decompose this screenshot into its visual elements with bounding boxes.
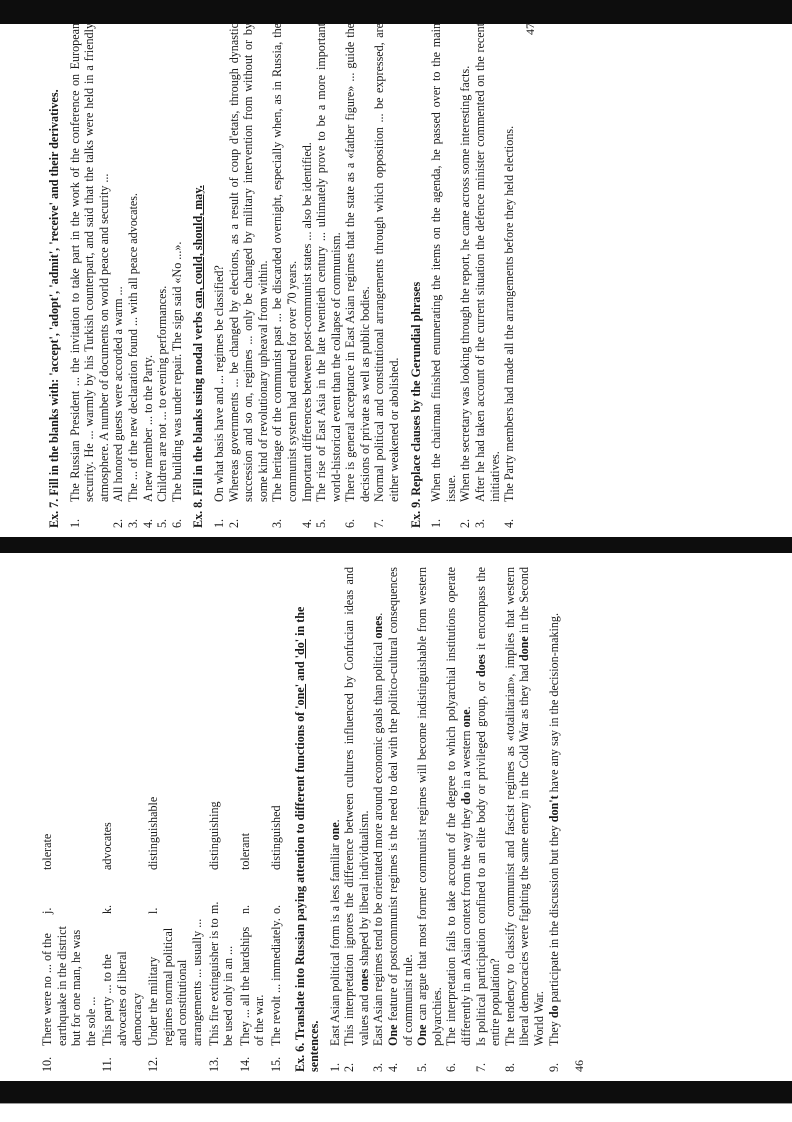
ex7-item: 5. Children are not ... to evening performances.: [155, 285, 170, 528]
ex6-item: 3. East Asian regimes tend to be orientated more around economic goals than political ones.: [371, 612, 386, 1072]
match-row: [146, 567, 204, 1072]
item-text: This fire extinguisher is to be used only in an ...: [206, 918, 236, 1046]
page-47: [40, 23, 765, 528]
option-letter: l.: [146, 907, 161, 914]
book-spine-shadow: [0, 537, 792, 553]
ex8-item: 2. Whereas governments ... be changed by elections, as a result of coup d'etats, through dynastic succession and so on, regimes ... only be changed by military intervention from without or by some kind of revolutionary upheaval from within.: [226, 23, 270, 528]
item-text: There were no ... of the earthquake in the district but for one man, he was the sole ...: [40, 926, 98, 1046]
ex6-item: 8. The tendency to classify communist and fascist regimes as «totalitarian», implies that western liberal democracies were fighting the same enemy in the Cold War as they had done in the Second World War.: [502, 566, 546, 1072]
ex8-item: 5. The rise of East Asia in the late twentieth century ... ultimately prove to be a more important world-historical event than the collapse of communism.: [314, 23, 343, 528]
ex8-item: 4. Important differences between post-communist states ... also be identified.: [299, 142, 314, 528]
ex8-item: 3. The heritage of the communist past ... be discarded overnight, especially when, as in Russia, the communist system had endured for over 70 years.: [270, 23, 299, 528]
exercise-9-heading: Ex. 9. Replace clauses by the Gerundial phrases: [408, 281, 423, 528]
item-text: The revolt ... immediately.: [268, 918, 283, 1046]
page-number: 46: [572, 1060, 587, 1072]
item-number: 13.: [206, 1056, 221, 1072]
ex8-item: 1. On what basis have and ... regimes be classified?: [211, 265, 226, 528]
option-word: distinguished: [268, 805, 283, 870]
ex9-item: 1. When the chairman finished enumerating the items on the agenda, he passed over to the main issue.: [429, 23, 458, 528]
exercise-8-heading: Ex. 8. Fill in the blanks using modal verbs can, could, should, may.: [191, 185, 206, 528]
ex6-item: 5. One can argue that most former communist regimes will become indistinguishable from western polyarchies.: [415, 567, 444, 1072]
option-word: distinguishing: [206, 801, 221, 870]
scan-edge-top: [0, 0, 792, 24]
ex7-item: 2. All honored guests were accorded a warm ...: [111, 286, 126, 528]
item-text: Under the military regimes normal political and constitutional arrangements ... usually ...: [146, 918, 204, 1046]
option-letter: k.: [100, 904, 115, 914]
ex9-item: 3. After he had taken account of the current situation the defence minister commented on the recent initiatives.: [473, 23, 502, 528]
item-text: They ... all the hardships of the war.: [237, 926, 267, 1046]
scan-margin-bottom: [0, 1103, 792, 1122]
item-number: 14.: [237, 1056, 252, 1072]
item-number: 12.: [146, 1056, 161, 1072]
ex7-item: 4. A new member ... to the Party.: [140, 355, 155, 528]
ex6-item: 1. East Asian political form is a less familiar one.: [327, 819, 342, 1072]
item-number: 15.: [268, 1056, 283, 1072]
scan-edge-bottom: [0, 1081, 792, 1103]
match-row: [100, 567, 144, 1072]
option-word: advocates: [100, 822, 115, 870]
ex7-item: 1. The Russian President ... the invitation to take part in the work of the conference on European security. He ... warmly by his Turkish counterpart, and said that the talks were held in a friendly atmosphere. A number of documents on world peace and security ...: [67, 23, 111, 528]
page-46: [40, 567, 760, 1072]
item-number: 10.: [40, 1056, 54, 1072]
option-word: distinguishable: [146, 796, 161, 870]
match-row: [238, 567, 267, 1072]
ex8-item: 7. Normal political and constitutional arrangements through which opposition ... be expressed, are either weakened or abolished.: [372, 23, 402, 528]
option-letter: o.: [268, 904, 283, 914]
option-letter: n.: [237, 904, 252, 914]
ex6-item: 7. Is political participation confined to an elite body or privileged group, or does it encompass the entire population?: [473, 567, 503, 1072]
option-word: tolerate: [40, 833, 54, 870]
option-word: tolerant: [237, 833, 252, 870]
exercise-6-heading: Ex. 6. Translate into Russian paying attention to different functions of 'one' and 'do' in the sentences.: [292, 606, 322, 1072]
item-number: 11.: [100, 1057, 115, 1072]
ex9-item: 4. The Party members had made all the arrangements before they held elections.: [502, 125, 517, 528]
ex6-item: 2. This interpretation ignores the difference between cultures influenced by Confucian ideas and values and ones shaped by liberal individualism.: [342, 567, 371, 1072]
ex7-item: 3. The ... of the new declaration found ... with all peace advocates.: [125, 193, 140, 528]
option-letter: m.: [206, 901, 221, 914]
match-row: [207, 567, 236, 1072]
page-number: 47: [522, 23, 537, 35]
matching-table: [40, 567, 286, 1072]
match-row: [40, 567, 98, 1072]
exercise-7-heading: Ex. 7. Fill in the blanks with: 'accept', 'adopt', 'admit', 'receive' and their derivatives.: [47, 89, 61, 528]
match-row: [269, 567, 284, 1072]
item-text: This party ... to the advocates of liberal democracy: [100, 951, 144, 1046]
ex6-item: 4. One feature of postcommunist regimes is the need to deal with the politico-cultural consequences of communist rule.: [386, 567, 415, 1072]
ex9-item: 2. When the secretary was looking through the report, he came across some interesting facts.: [458, 65, 473, 528]
option-letter: j.: [40, 907, 54, 914]
ex6-item: 6. The interpretation fails to take account of the degree to which polyarchial institutions operate differently in an Asian context from the way they do in a western one.: [444, 567, 474, 1072]
ex8-item: 6. There is general acceptance in East Asian regimes that the state as a «father figure» ... guide the decisions of private as well as public bodies.: [343, 23, 372, 528]
ex6-item: 9. They do participate in the discussion but they don't have any say in the decision-making.: [546, 613, 561, 1072]
ex7-item: 6. The building was under repair. The sign said «No ...».: [169, 241, 184, 528]
